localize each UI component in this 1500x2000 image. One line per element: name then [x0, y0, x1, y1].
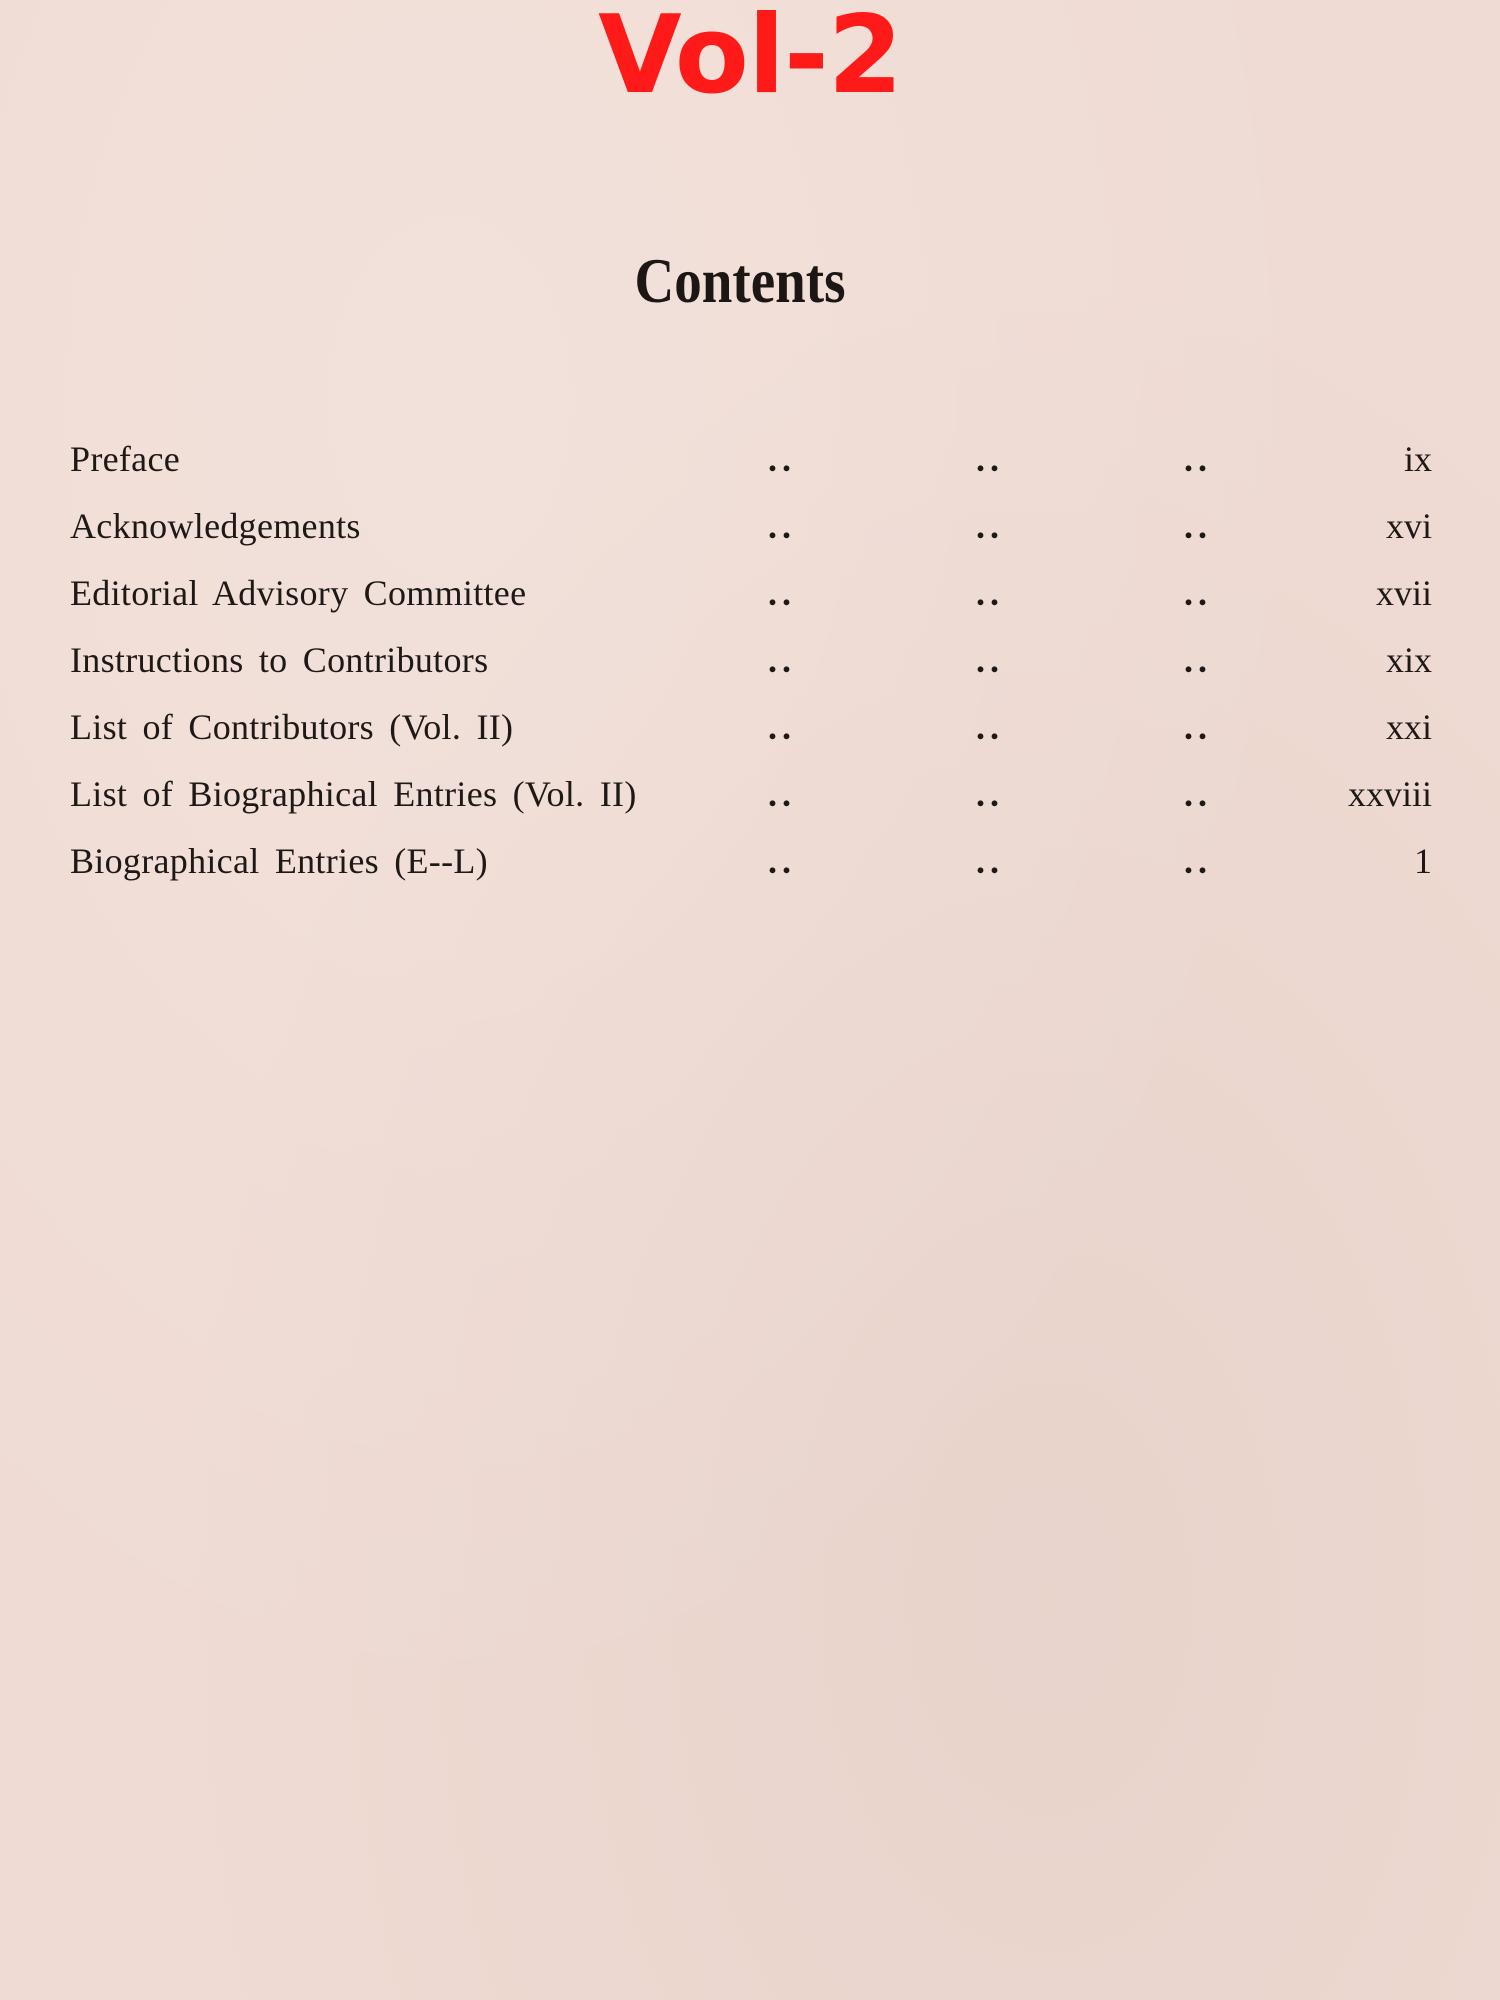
toc-entry-biographical-entries	[70, 840, 1432, 907]
dot-leader: ..	[768, 573, 796, 613]
volume-stamp: Vol-2	[598, 0, 902, 118]
toc-entry-acknowledgements	[70, 505, 1432, 572]
dot-leader: ..	[768, 774, 796, 814]
toc-entry-page: ix	[1403, 439, 1432, 479]
toc-entry-title: Editorial Advisory Committee	[70, 573, 527, 613]
toc-entry-page: xxi	[1385, 707, 1432, 747]
dot-leader: ..	[768, 707, 796, 747]
dot-leader: ..	[768, 506, 796, 546]
dot-leader: ..	[1184, 707, 1212, 747]
page-title: Contents	[634, 245, 846, 316]
dot-leader: ..	[1184, 841, 1212, 881]
dot-leader: ..	[1184, 640, 1212, 680]
dot-leader: ..	[976, 506, 1004, 546]
dot-leader: ..	[1184, 573, 1212, 613]
dot-leader: ..	[768, 640, 796, 680]
toc-entry-preface	[70, 438, 1432, 505]
dot-leader: ..	[976, 573, 1004, 613]
toc-entry-page: xvii	[1375, 573, 1432, 613]
dot-leader: ..	[1184, 439, 1212, 479]
dot-leader: ..	[976, 707, 1004, 747]
toc-entry-title: Preface	[70, 439, 181, 479]
dot-leader: ..	[768, 841, 796, 881]
toc-entry-title: List of Contributors (Vol. II)	[70, 707, 514, 747]
dot-leader: ..	[976, 774, 1004, 814]
dot-leader: ..	[768, 439, 796, 479]
dot-leader: ..	[976, 439, 1004, 479]
toc-entry-instructions-to-contributors	[70, 639, 1432, 706]
toc-entry-page: xix	[1385, 640, 1432, 680]
dot-leader: ..	[976, 640, 1004, 680]
toc-entry-list-of-contributors	[70, 706, 1432, 773]
dot-leader: ..	[1184, 506, 1212, 546]
toc-entry-title: Instructions to Contributors	[70, 640, 489, 680]
toc-entry-title: Acknowledgements	[70, 506, 361, 546]
toc-entry-list-of-biographical-entries	[70, 773, 1432, 840]
toc-entry-title: List of Biographical Entries (Vol. II)	[70, 774, 637, 814]
toc-entry-title: Biographical Entries (E--L)	[70, 841, 488, 881]
dot-leader: ..	[976, 841, 1004, 881]
toc-entry-page: xxviii	[1347, 774, 1432, 814]
toc-entry-page: 1	[1414, 841, 1432, 881]
table-of-contents	[70, 438, 1432, 907]
toc-entry-page: xvi	[1385, 506, 1432, 546]
toc-entry-editorial-advisory-committee	[70, 572, 1432, 639]
dot-leader: ..	[1184, 774, 1212, 814]
